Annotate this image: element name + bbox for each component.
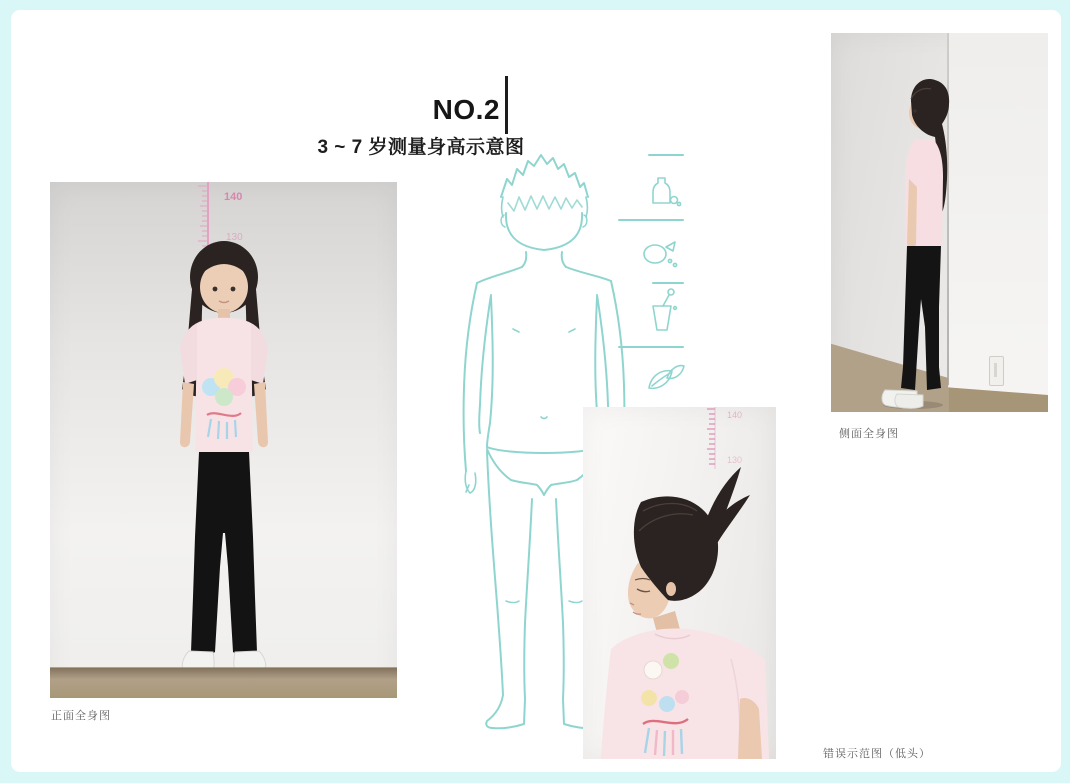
- girl-side-figure: [831, 33, 1048, 412]
- side-photo: [831, 33, 1048, 412]
- wrong-photo-caption: 错误示范图（低头）: [823, 748, 931, 760]
- leaves-icon: [649, 366, 684, 389]
- girl-front-figure: [149, 237, 299, 682]
- ruler-label-130: 130: [226, 232, 243, 243]
- ruler-label-130: 130: [727, 455, 743, 465]
- side-photo-caption: 侧面全身图: [839, 428, 899, 440]
- page-title: NO.2: [432, 94, 500, 125]
- bottle-icon: [653, 178, 681, 206]
- poster-panel: [11, 10, 1061, 772]
- nutrition-icon-column: [611, 148, 691, 416]
- wrong-example-photo: [583, 407, 776, 759]
- drink-cup-icon: [653, 289, 676, 330]
- food-bowl-icon: [644, 242, 677, 267]
- ruler-label-140: 140: [727, 410, 743, 420]
- front-photo-caption: 正面全身图: [51, 710, 111, 722]
- page-subtitle: 3 ~ 7 岁测量身高示意图: [317, 137, 525, 158]
- ruler-label-140: 140: [224, 191, 243, 203]
- carpet: [50, 668, 397, 698]
- front-photo: [50, 182, 397, 698]
- title-divider: [505, 76, 508, 134]
- girl-head-down-figure: [583, 407, 776, 759]
